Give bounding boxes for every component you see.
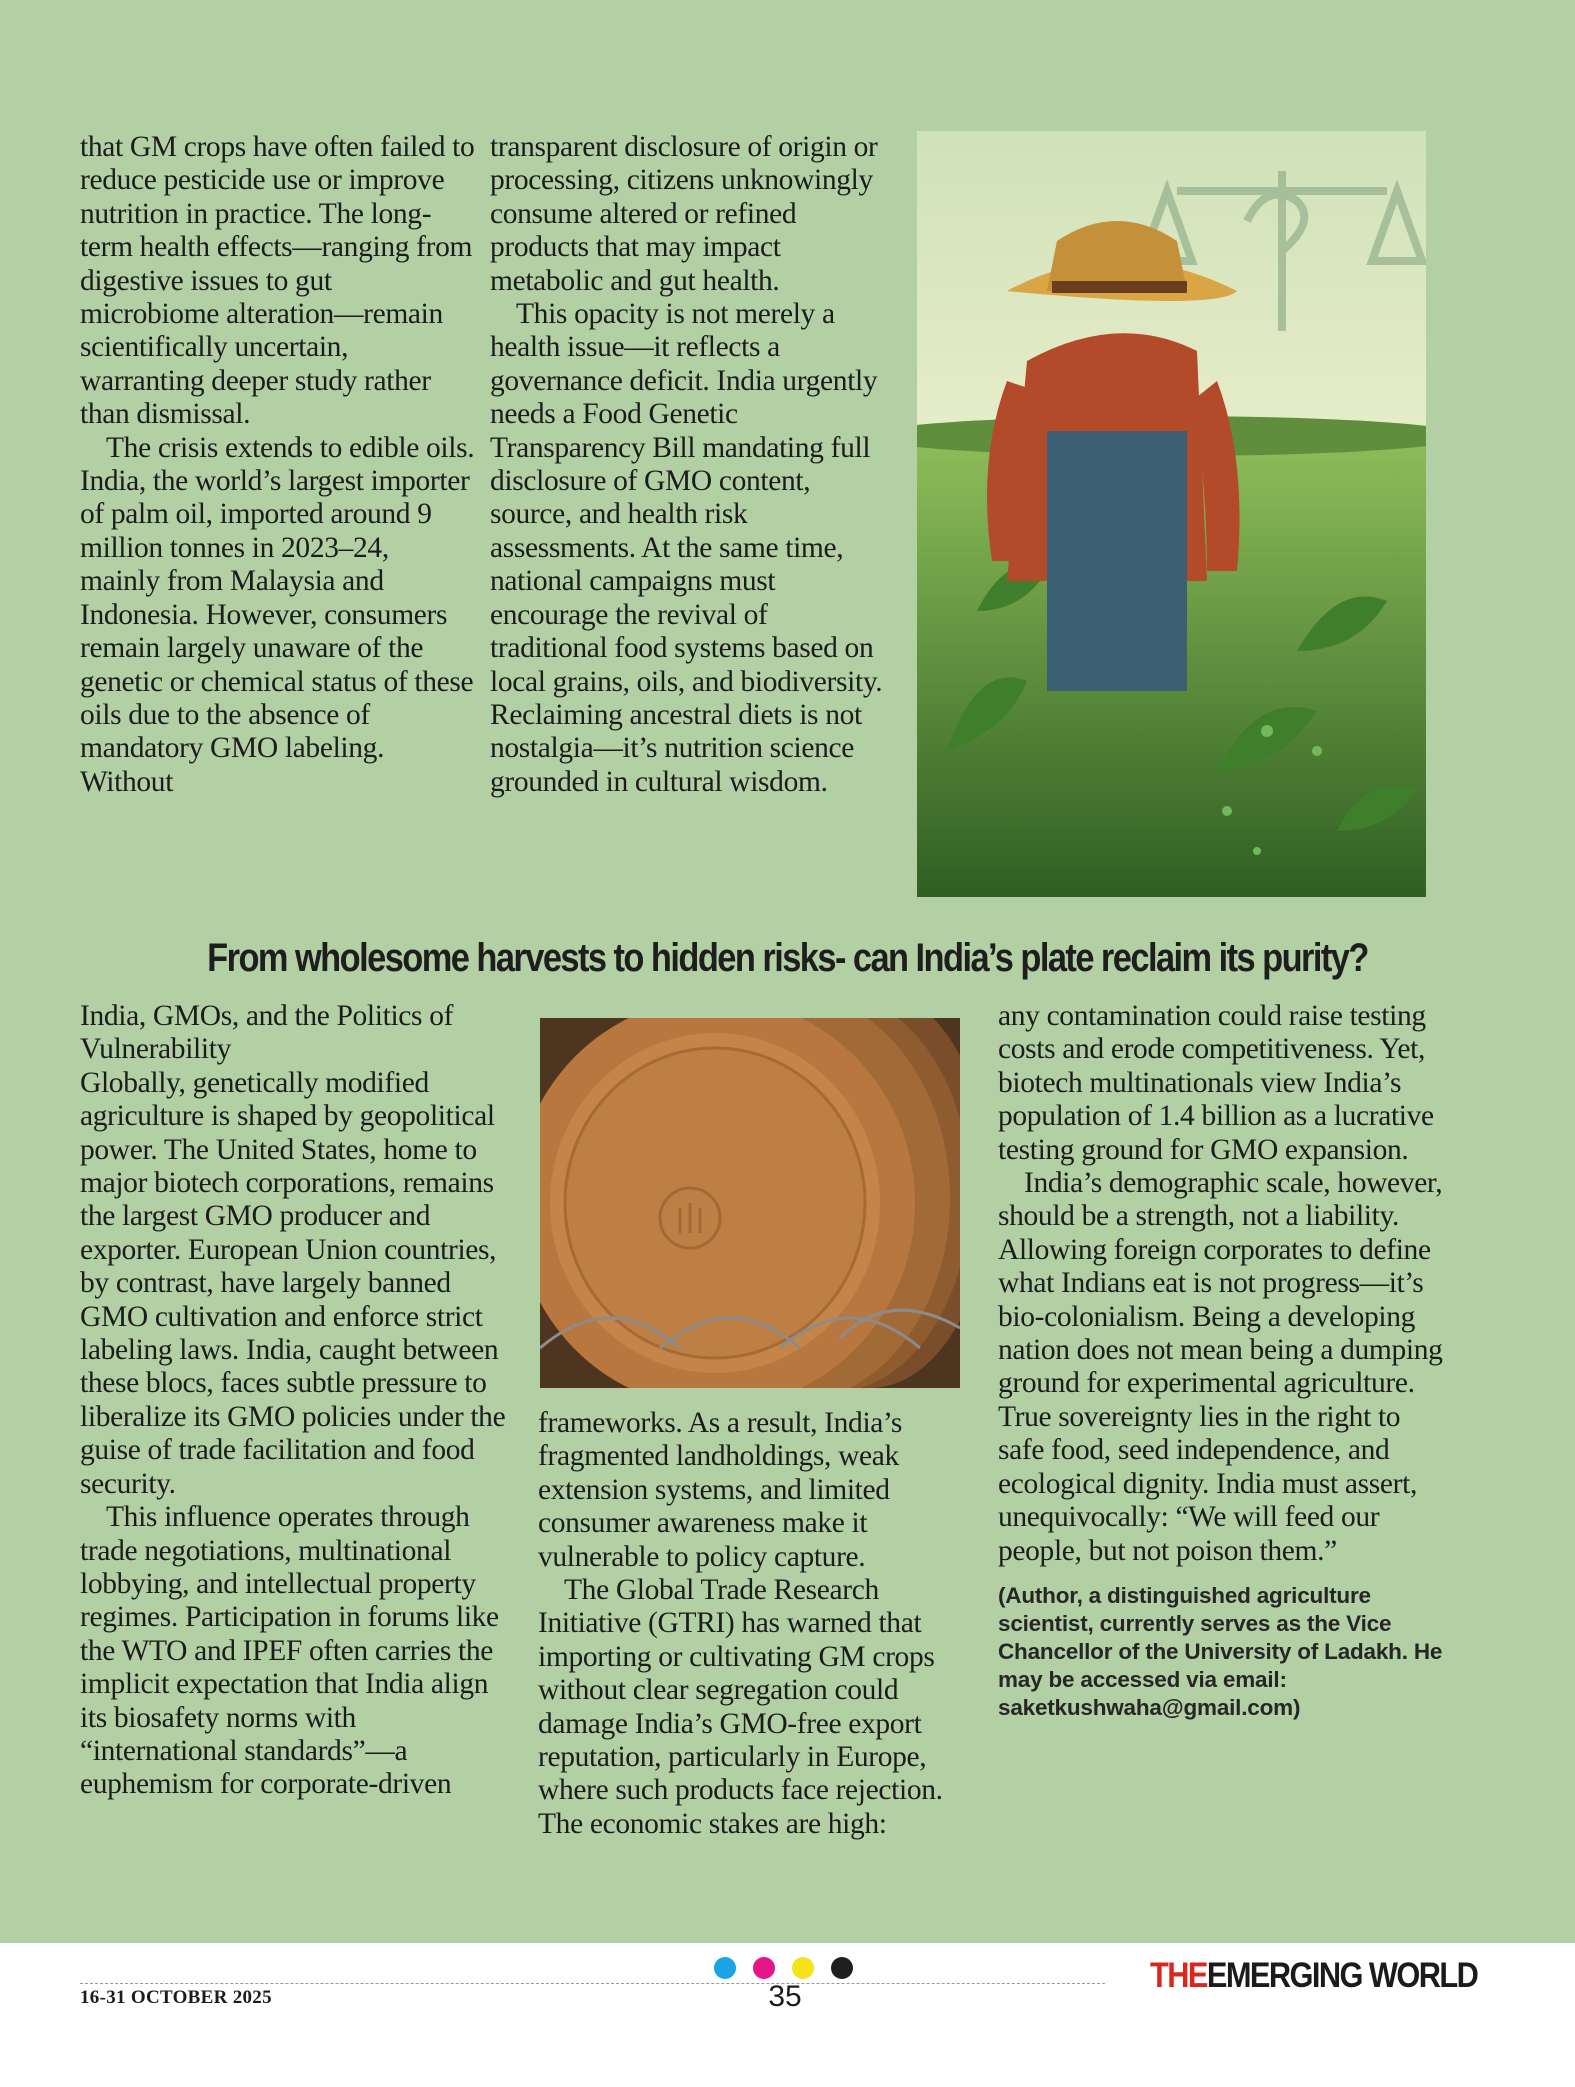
registration-dot [792,1957,814,1979]
magazine-logo [1150,1956,1477,1996]
farmer-field-illustration [917,131,1426,897]
paragraph: The Global Trade Research Initiative (GTRI) has warned that importing or cultivating GM crops without clear segregation could damage India’s GMO-free export reputation, particularly in Europe, where such products face rejection. The economic stakes are high: [538,1574,943,1840]
leaf-plates-photo [540,1018,960,1388]
registration-dot [831,1957,853,1979]
paragraph: This influence operates through trade negotiations, multinational lobbying, and intellectual property regimes. Participation in forums like the WTO and IPEF often carries the implicit expectation that India align its biosafety norms with “international standards”—a euphemism for corporate-driven [80,1501,499,1801]
paragraph: Globally, genetically modified agriculture is shaped by geopolitical power. The United States, home to major biotech corporations, remains the largest GMO producer and exporter. European Union countries, by contrast, have largely banned GMO cultivation and enforce strict labeling laws. India, caught between these blocs, faces subtle pressure to liberalize its GMO policies under the guise of trade facilitation and food security. [80,1066,506,1500]
plates-icon [540,1018,960,1388]
issue-date: 16-31 OCTOBER 2025 [80,1987,272,2008]
article-column-5 [998,1000,1448,1722]
article-column-2 [490,131,885,799]
author-note: (Author, a distinguished agriculture scientist, currently serves as the Vice Chancellor of the University of Ladakh. He may be accessed via email: saketkushwaha@gmail.com) [998,1582,1443,1720]
section-subhead: India, GMOs, and the Politics of Vulnerability [80,1000,454,1066]
paragraph: India’s demographic scale, however, should be a strength, not a liability. Allowing foreign corporates to define what Indians eat is not progress—it’s bio-colonialism. Being a developing nation does not mean being a dumping ground for experimental agriculture. True sovereignty lies in the right to safe food, seed independence, and ecological dignity. India must assert, unequivocally: “We will feed our people, but not poison them.” [998,1167,1443,1567]
registration-marks [714,1957,870,1979]
farmer-icon [917,131,1426,897]
article-column-1 [80,131,475,799]
paragraph: The crisis extends to edible oils. India, the world’s largest importer of palm oil, imported around 9 million tonnes in 2023–24, mainly from Malaysia and Indonesia. However, consumers remain largely unaware of the genetic or chemical status of these oils due to the absence of mandatory GMO labeling. Without [80,431,475,798]
logo-the: THE [1150,1956,1207,1995]
article-column-4 [538,1407,978,1841]
registration-dot [753,1957,775,1979]
article-column-3 [80,1000,512,1802]
paragraph: transparent disclosure of origin or processing, citizens unknowingly consume altered or refined products that may impact metabolic and gut health. [490,131,878,297]
footer-divider [80,1983,1105,1984]
page-number: 35 [768,1980,802,2013]
paragraph: any contamination could raise testing costs and erode competitiveness. Yet, biotech multinationals view India’s population of 1.4 billion as a lucrative testing ground for GMO expansion. [998,1000,1434,1166]
article-headline: From wholesome harvests to hidden risks- can India’s plate reclaim its purity? [207,936,1368,980]
registration-dot [714,1957,736,1979]
paragraph: that GM crops have often failed to reduce pesticide use or improve nutrition in practice. The long-term health effects—ranging from digestive issues to gut microbiome alteration—remain scientifically uncertain, warranting deeper study rather than dismissal. [80,131,475,431]
paragraph: frameworks. As a result, India’s fragmented landholdings, weak extension systems, and limited consumer awareness make it vulnerable to policy capture. [538,1407,903,1573]
paragraph: This opacity is not merely a health issue—it reflects a governance deficit. India urgently needs a Food Genetic Transparency Bill mandating full disclosure of GMO content, source, and health risk assessments. At the same time, national campaigns must encourage the revival of traditional food systems based on local grains, oils, and biodiversity. Reclaiming ancestral diets is not nostalgia—it’s nutrition science grounded in cultural wisdom. [490,298,883,798]
logo-name: EMERGING WORLD [1206,1956,1478,1995]
